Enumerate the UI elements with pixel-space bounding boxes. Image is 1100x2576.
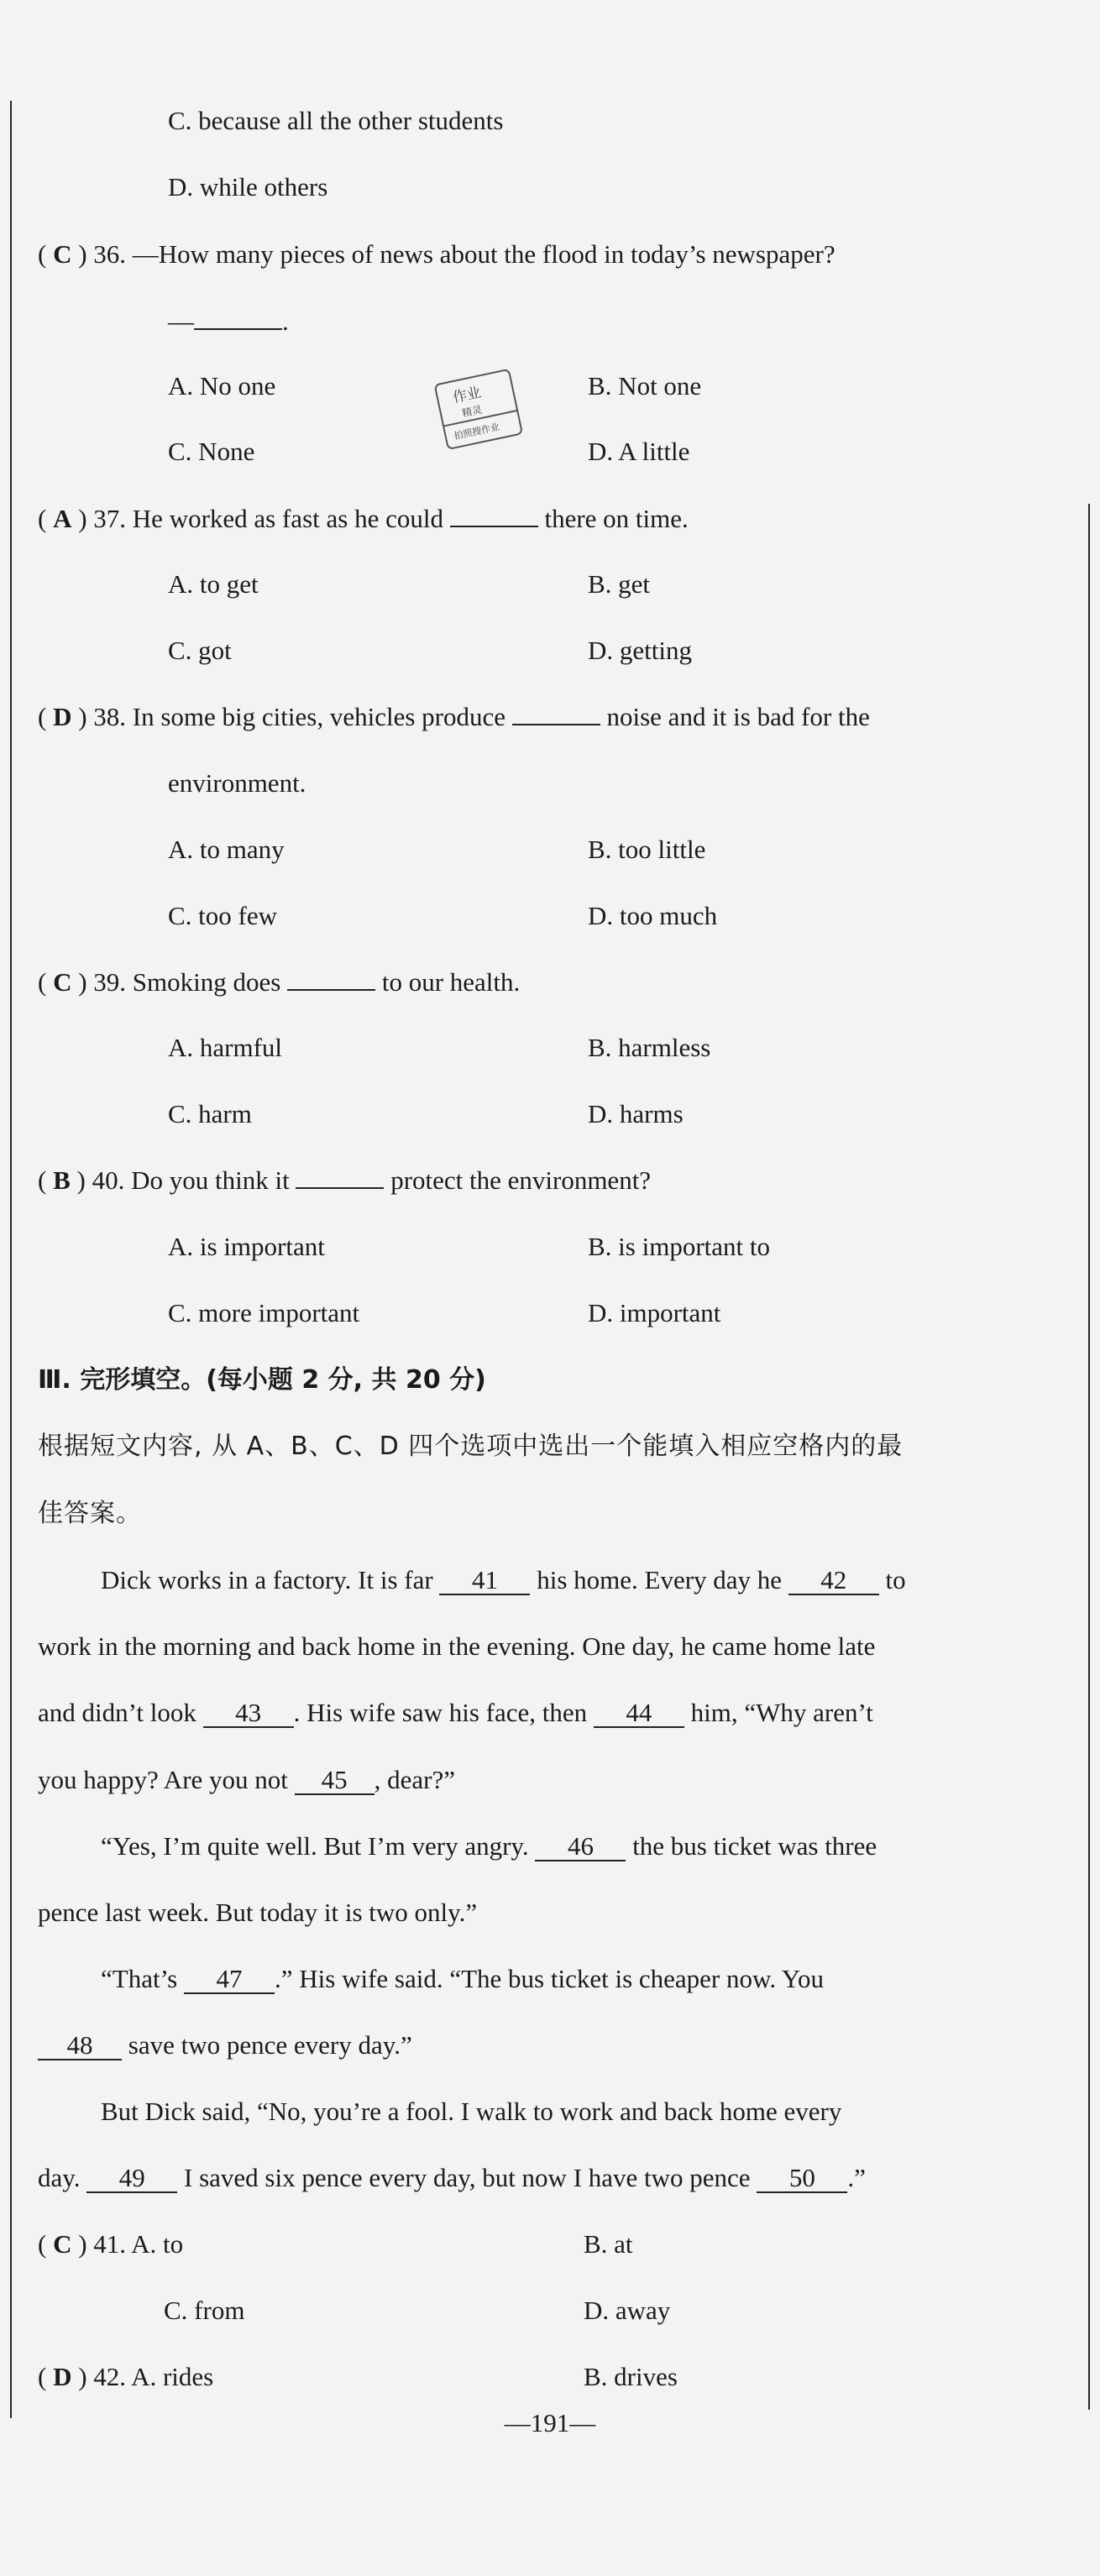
q39-option-d: D. harms [588,1099,684,1128]
q38-option-c: C. too few [168,901,278,930]
passage-text: .” His wife said. “The bus ticket is cheaper now. You [275,1964,825,1993]
page-number: —191— [504,2408,596,2437]
q36-text: —How many pieces of news about the flood in today’s newspaper? [132,239,835,269]
q36-reply-dash: — [168,306,194,336]
blank-42: 42 [788,1567,879,1595]
passage-text: him, “Why aren’t [690,1698,873,1727]
q36-number: 36. [93,239,127,269]
q37-option-d: D. getting [588,636,692,665]
left-border [10,101,12,2418]
stamp-logo [416,359,546,460]
q40-number: 40. [92,1165,125,1195]
q36-option-d: D. A little [588,437,690,466]
passage-line-4 [38,1763,455,1797]
q38-number: 38. [93,702,127,731]
passage-line-7 [101,1962,824,1996]
passage-line-1 [101,1563,906,1597]
q39-answer: C [53,967,72,997]
passage-line-9: But Dick said, “No, you’re a fool. I walk to work and back home every [101,2097,842,2126]
blank-50: 50 [757,2165,847,2193]
q40-blank [296,1187,384,1189]
q38-answer: D [53,702,72,731]
q42-option-a: 42. A. rides [93,2362,214,2391]
q38-option-a: A. to many [168,835,285,864]
q40-option-a: A. is important [168,1232,325,1261]
passage-text: save two pence every day.” [128,2030,412,2060]
blank-45: 45 [295,1767,375,1795]
passage-text: , dear?” [374,1765,456,1794]
blank-44: 44 [594,1699,684,1728]
q41-option-b: B. at [584,2229,633,2259]
q39-stem: ( C ) 39. Smoking does to our health. [38,967,521,997]
blank-49: 49 [86,2165,177,2193]
q41-stem: ( C ) 41. A. to [38,2229,184,2259]
passage-line-5 [101,1830,877,1863]
passage-text: you happy? Are you not [38,1765,288,1794]
passage-text: his home. Every day he [537,1565,783,1594]
q36-option-c: C. None [168,437,255,466]
passage-text: I saved six pence every day, but now I have two pence [184,2163,751,2192]
q37-option-c: C. got [168,636,232,665]
passage-line-8 [38,2029,412,2062]
q36-stem: ( C ) 36. —How many pieces of news about the flood in today’s newspaper? [38,239,835,269]
q40-answer: B [53,1165,71,1195]
q39-option-c: C. harm [168,1099,252,1128]
q36-option-b: B. Not one [588,371,702,401]
passage-text: to [885,1565,906,1594]
q37-stem: ( A ) 37. He worked as fast as he could there on time. [38,504,689,533]
q39-blank [287,989,375,991]
q38-text-pre: In some big cities, vehicles produce [132,702,505,731]
q42-option-b: B. drives [584,2362,678,2391]
section-title: Ⅲ. 完形填空。(每小题 2 分, 共 20 分) [38,1365,486,1395]
blank-46: 46 [535,1833,626,1861]
q39-option-b: B. harmless [588,1033,711,1062]
q41-option-d: D. away [584,2296,671,2325]
q40-option-d: D. important [588,1298,721,1327]
q40-option-c: C. more important [168,1298,360,1327]
passage-line-6: pence last week. But today it is two only.” [38,1898,478,1927]
q37-option-b: B. get [588,569,651,599]
q38-text-post: noise and it is bad for the [606,702,870,731]
q39-number: 39. [93,967,127,997]
q37-answer: A [53,504,72,533]
passage-text: “That’s [101,1964,178,1993]
blank-41: 41 [439,1567,530,1595]
right-border [1088,504,1090,2410]
q41-option-a: 41. A. to [93,2229,184,2259]
passage-text: Dick works in a factory. It is far [101,1565,433,1594]
stamp-text-2: 精灵 [461,403,484,420]
q36-option-a: A. No one [168,371,276,401]
q37-text-post: there on time. [544,504,689,533]
stamp-text-3: 拍照搜作业 [453,421,501,442]
section-instruction-1: 根据短文内容, 从 A、B、C、D 四个选项中选出一个能填入相应空格内的最 [38,1432,904,1461]
q37-text-pre: He worked as fast as he could [132,504,443,533]
blank-43: 43 [203,1699,294,1728]
q40-stem: ( B ) 40. Do you think it protect the environment? [38,1165,652,1195]
q37-option-a: A. to get [168,569,259,599]
q38-text-cont: environment. [168,768,306,798]
section-instruction-2: 佳答案。 [38,1499,142,1528]
stamp-text-1: 作业 [451,384,483,407]
q35-option-c: C. because all the other students [168,106,504,135]
q39-text-post: to our health. [381,967,521,997]
q40-text-post: protect the environment? [390,1165,652,1195]
q41-answer: C [53,2229,72,2259]
q39-option-a: A. harmful [168,1033,283,1062]
q41-option-c: C. from [164,2296,245,2325]
q38-option-b: B. too little [588,835,706,864]
q38-option-d: D. too much [588,901,718,930]
passage-text: day. [38,2163,81,2192]
q37-number: 37. [93,504,127,533]
q35-option-d: D. while others [168,172,328,202]
passage-text: “Yes, I’m quite well. But I’m very angry. [101,1831,529,1861]
q42-stem: ( D ) 42. A. rides [38,2362,214,2391]
passage-text: . His wife saw his face, then [293,1698,588,1727]
q36-blank [194,328,282,330]
passage-line-10 [38,2161,866,2195]
passage-text: and didn’t look [38,1698,196,1727]
q37-blank [450,526,538,527]
passage-line-3 [38,1696,873,1730]
q36-reply: — . [168,306,289,336]
q40-option-b: B. is important to [588,1232,770,1261]
passage-line-2: work in the morning and back home in the evening. One day, he came home late [38,1631,876,1661]
passage-text: .” [847,2163,866,2192]
passage-text: the bus ticket was three [632,1831,877,1861]
q36-answer: C [53,239,72,269]
q38-stem: ( D ) 38. In some big cities, vehicles produce noise and it is bad for the [38,702,870,731]
q38-blank [512,724,600,725]
q39-text-pre: Smoking does [132,967,281,997]
blank-48: 48 [38,2032,122,2060]
blank-47: 47 [184,1966,275,1994]
q42-answer: D [53,2362,72,2391]
q40-text-pre: Do you think it [131,1165,290,1195]
